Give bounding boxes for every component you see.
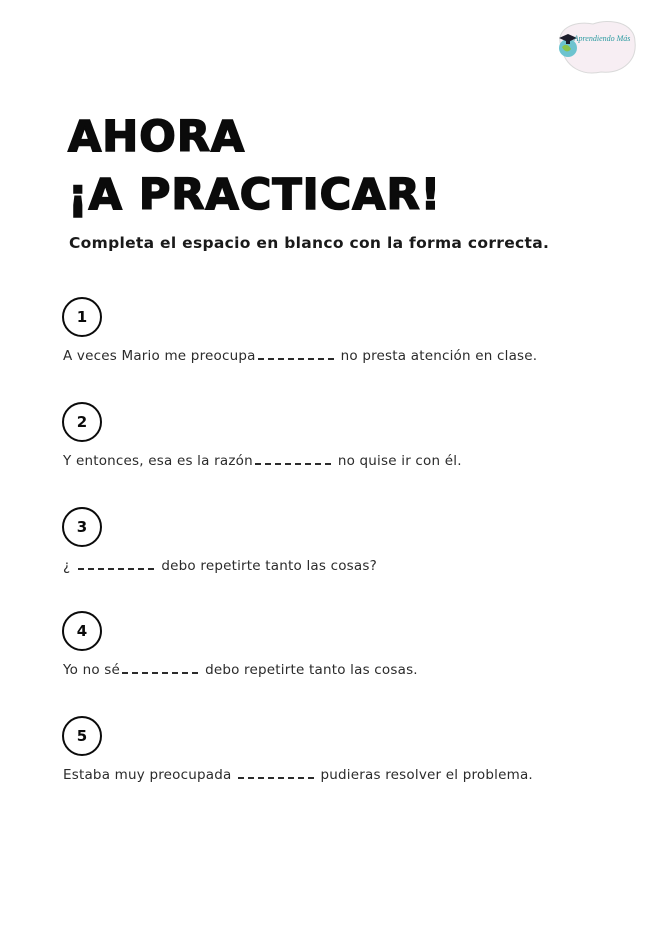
sentence-before: ¿ <box>63 558 71 574</box>
sentence-after: pudieras resolver el problema. <box>320 767 533 783</box>
sentence-before: A veces Mario me preocupa <box>63 348 256 364</box>
exercise-sentence <box>63 558 377 574</box>
exercise-1 <box>62 297 537 364</box>
blank-field[interactable] <box>255 460 331 465</box>
title-line-2: ¡A PRACTICAR! <box>68 170 442 220</box>
exercise-sentence <box>63 348 537 364</box>
exercise-5 <box>62 716 533 783</box>
sentence-before: Yo no sé <box>63 662 121 678</box>
exercise-number-badge: 1 <box>62 297 102 337</box>
logo-text: Aprendiendo Más <box>573 34 631 43</box>
instructions: Completa el espacio en blanco con la forma correcta. <box>69 234 550 252</box>
exercise-3 <box>62 507 377 574</box>
exercise-sentence <box>63 453 462 469</box>
exercise-sentence <box>63 662 418 678</box>
blank-field[interactable] <box>258 355 334 360</box>
blank-field[interactable] <box>122 669 198 674</box>
exercise-number-badge: 4 <box>62 611 102 651</box>
exercise-4 <box>62 611 418 678</box>
logo-blob-icon <box>551 16 637 76</box>
exercise-number-badge: 3 <box>62 507 102 547</box>
sentence-after: no presta atención en clase. <box>340 348 538 364</box>
blank-field[interactable] <box>238 774 314 779</box>
sentence-before: Y entonces, esa es la razón <box>63 453 253 469</box>
title-line-1: AHORA <box>68 112 246 162</box>
exercise-2 <box>62 402 462 469</box>
blank-field[interactable] <box>78 565 154 570</box>
exercise-number-badge: 2 <box>62 402 102 442</box>
page-title <box>68 108 441 224</box>
exercise-sentence <box>63 767 533 783</box>
exercise-number-badge: 5 <box>62 716 102 756</box>
sentence-after: no quise ir con él. <box>337 453 462 469</box>
sentence-after: debo repetirte tanto las cosas? <box>161 558 377 574</box>
sentence-before: Estaba muy preocupada <box>63 767 232 783</box>
logo <box>551 16 637 76</box>
sentence-after: debo repetirte tanto las cosas. <box>205 662 418 678</box>
